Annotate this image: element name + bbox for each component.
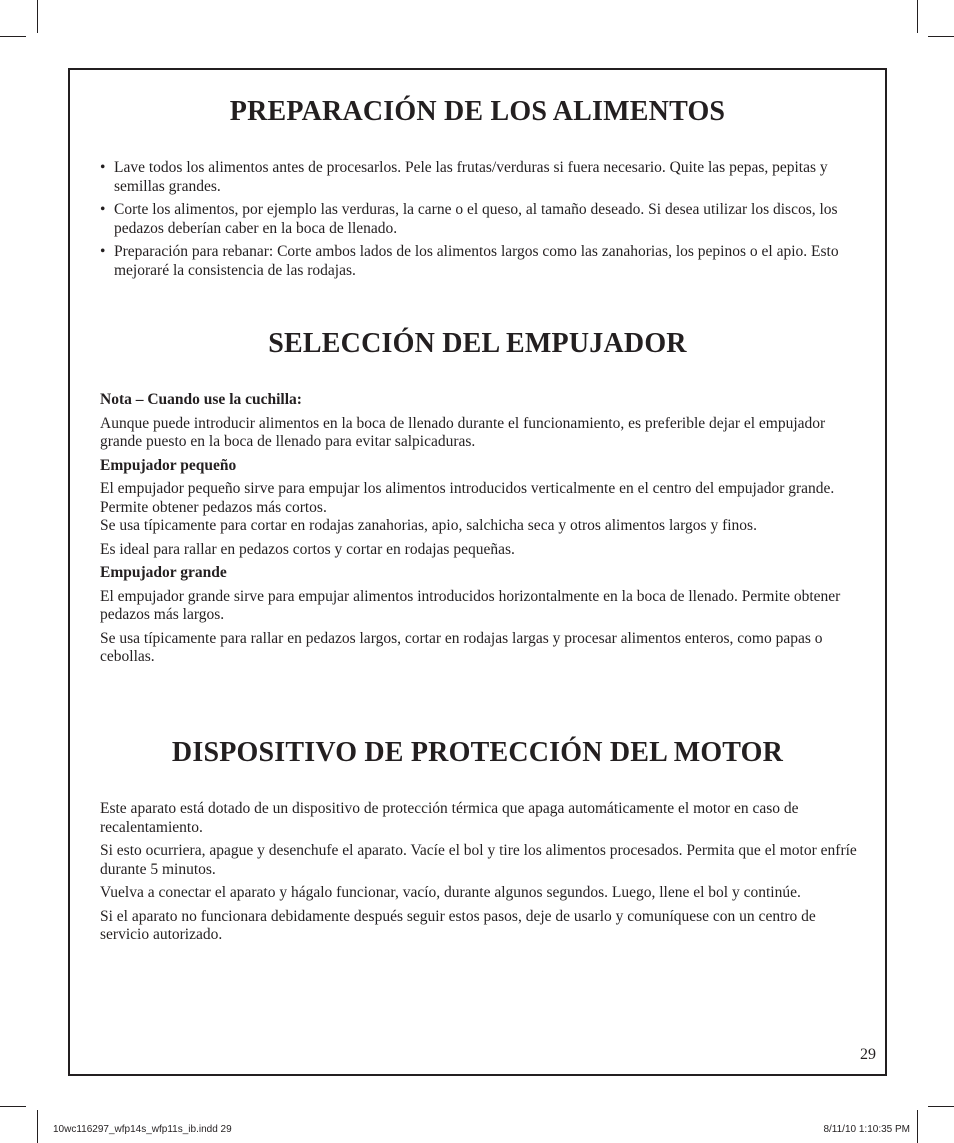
page-frame	[68, 68, 887, 1076]
motor-paragraph: Vuelva a conectar el aparato y hágalo funcionar, vacío, durante algunos segundos. Luego, llene el bol y continúe.	[100, 884, 801, 901]
bullet-icon: •	[100, 159, 106, 176]
note-heading: Nota – Cuando use la cuchilla:	[100, 391, 302, 408]
crop-mark	[928, 1106, 954, 1107]
motor-paragraph: Este aparato está dotado de un dispositivo de protección térmica que apaga automáticamente el motor en caso de recalentamiento.	[100, 800, 799, 836]
crop-mark	[0, 1106, 26, 1107]
motor-section	[100, 800, 862, 950]
slug-filename: 10wc116297_wfp14s_wfp11s_ib.indd 29	[53, 1124, 232, 1135]
crop-mark	[37, 0, 38, 33]
page-number: 29	[860, 1046, 876, 1063]
list-item-text: Corte los alimentos, por ejemplo las verduras, la carne o el queso, al tamaño deseado. Si desea utilizar los discos, los pedazos deberían caber en la boca de llenado.	[114, 201, 838, 237]
bullet-icon: •	[100, 243, 106, 260]
preparation-list	[100, 159, 862, 280]
crop-mark	[37, 1110, 38, 1143]
preparation-section	[100, 159, 862, 285]
bullet-icon: •	[100, 201, 106, 218]
small-pusher-heading: Empujador pequeño	[100, 456, 237, 474]
list-item-text: Lave todos los alimentos antes de procesarlos. Pele las frutas/verduras si fuera necesario. Quite las pepas, pepitas y semillas grandes.	[114, 159, 828, 195]
small-pusher-text: El empujador pequeño sirve para empujar los alimentos introducidos verticalmente en el centro del empujador grande. Permite obtener pedazos más cortos.	[100, 480, 835, 516]
list-item	[100, 159, 862, 196]
large-pusher-usage: Se usa típicamente para rallar en pedazos largos, cortar en rodajas largas y procesar alimentos enteros, como papas o cebollas.	[100, 629, 823, 665]
small-pusher-usage: Se usa típicamente para cortar en rodajas zanahorias, apio, salchicha seca y otros alimentos largos y finos.	[100, 517, 757, 534]
slug-timestamp: 8/11/10 1:10:35 PM	[823, 1124, 910, 1135]
list-item-text: Preparación para rebanar: Corte ambos lados de los alimentos largos como las zanahorias, los pepinos o el apio. Esto mejoraré la consistencia de las rodajas.	[114, 243, 839, 279]
section-title-motor: DISPOSITIVO DE PROTECCIÓN DEL MOTOR	[171, 737, 784, 768]
crop-mark	[0, 36, 26, 37]
list-item	[100, 243, 862, 280]
large-pusher-text: El empujador grande sirve para empujar alimentos introducidos horizontalmente en la boca de llenado. Permite obtener pedazos más largos.	[100, 587, 841, 623]
list-item	[100, 201, 862, 238]
crop-mark	[917, 1110, 918, 1143]
crop-mark	[928, 36, 954, 37]
small-pusher-ideal: Es ideal para rallar en pedazos cortos y cortar en rodajas pequeñas.	[100, 540, 515, 558]
section-title-preparacion: PREPARACIÓN DE LOS ALIMENTOS	[229, 96, 726, 127]
motor-paragraph: Si el aparato no funcionara debidamente después seguir estos pasos, deje de usarlo y comuníquese con un centro de servicio autorizado.	[100, 907, 816, 943]
pusher-section	[100, 391, 862, 672]
motor-paragraph: Si esto ocurriera, apague y desenchufe el aparato. Vacíe el bol y tire los alimentos procesados. Permita que el motor enfríe durante 5 minutos.	[100, 842, 857, 878]
note-text: Aunque puede introducir alimentos en la boca de llenado durante el funcionamiento, es preferible dejar el empujador grande puesto en la boca de llenado para evitar salpicaduras.	[100, 414, 826, 450]
large-pusher-heading: Empujador grande	[100, 564, 227, 581]
crop-mark	[917, 0, 918, 33]
section-title-empujador: SELECCIÓN DEL EMPUJADOR	[268, 328, 687, 359]
